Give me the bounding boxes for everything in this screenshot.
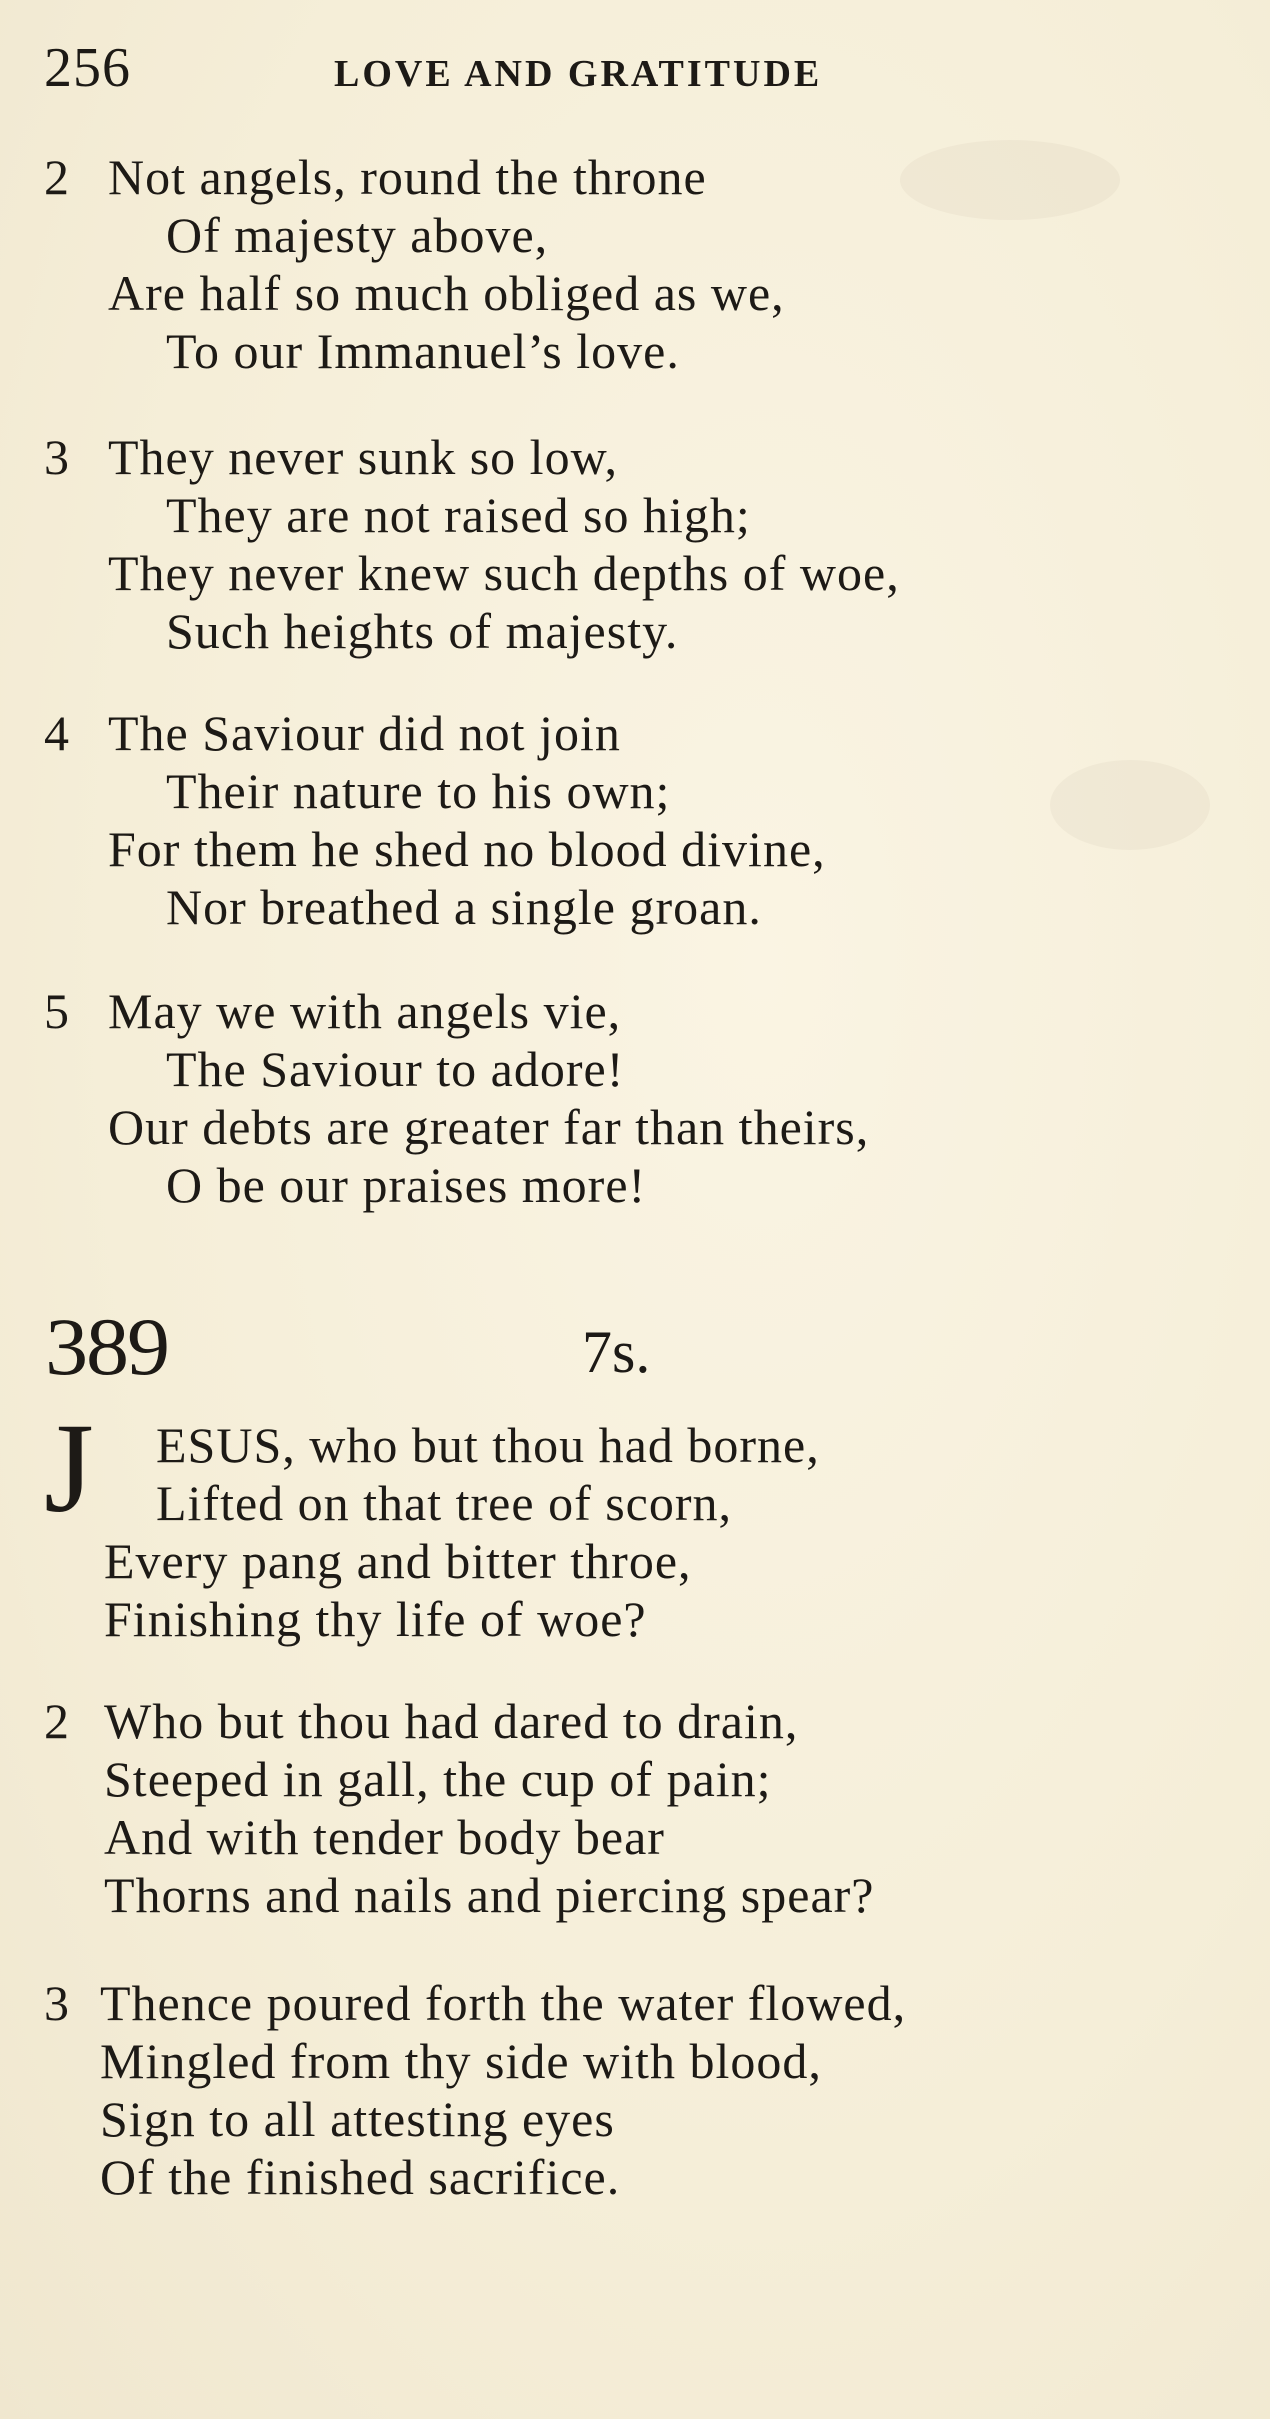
verse-line: ESUS, who but thou had borne, [156,1417,820,1473]
verse-line: Not angels, round the throne [108,149,707,205]
verse-line: O be our praises more! [166,1157,647,1213]
verse-line: Thence poured forth the water flowed, [100,1975,907,2031]
stanza-number: 5 [44,983,69,1039]
verse-line: And with tender body bear [104,1809,665,1865]
verse-line: To our Immanuel’s love. [166,323,680,379]
verse-line: Their nature to his own; [166,763,671,819]
verse-line: Finishing thy life of woe? [104,1591,647,1647]
page-header [44,36,1044,99]
verse-line: Steeped in gall, the cup of pain; [104,1751,772,1807]
stanza-number: 4 [44,705,69,761]
verse-line: May we with angels vie, [108,983,622,1039]
verse-line: Of majesty above, [166,207,549,263]
drop-cap: J [44,1397,94,1539]
verse-line: Our debts are greater far than theirs, [108,1099,870,1155]
page-number: 256 [44,37,131,99]
verse-line: Every pang and bitter throe, [104,1533,692,1589]
verse-line: For them he shed no blood divine, [108,821,826,877]
verse-line: The Saviour did not join [108,705,621,761]
verse-line: Such heights of majesty. [166,603,679,659]
verse-line: Sign to all attesting eyes [100,2091,615,2147]
paper-stain [900,140,1120,220]
hymn-meter: 7s. [582,1319,651,1385]
verse-line: Nor breathed a single groan. [166,879,762,935]
stanza-number: 2 [44,149,69,205]
stanza-number: 2 [44,1693,69,1749]
verse-line: Are half so much obliged as we, [108,265,785,321]
paper-stain [1050,760,1210,850]
verse-line: The Saviour to adore! [166,1041,625,1097]
verse-line: Who but thou had dared to drain, [104,1693,799,1749]
verse-line: Of the finished sacrifice. [100,2149,621,2205]
verse-line: They never sunk so low, [108,429,618,485]
stanza-number: 3 [44,429,69,485]
hymn-number: 389 [45,1301,168,1392]
verse-line: They never knew such depths of woe, [108,545,900,601]
verse-line: Thorns and nails and piercing spear? [104,1867,875,1923]
verse-line: Lifted on that tree of scorn, [156,1475,733,1531]
verse-line: They are not raised so high; [166,487,751,543]
running-title: LOVE AND GRATITUDE [334,53,823,95]
stanza-number: 3 [44,1975,69,2031]
verse-line: Mingled from thy side with blood, [100,2033,822,2089]
